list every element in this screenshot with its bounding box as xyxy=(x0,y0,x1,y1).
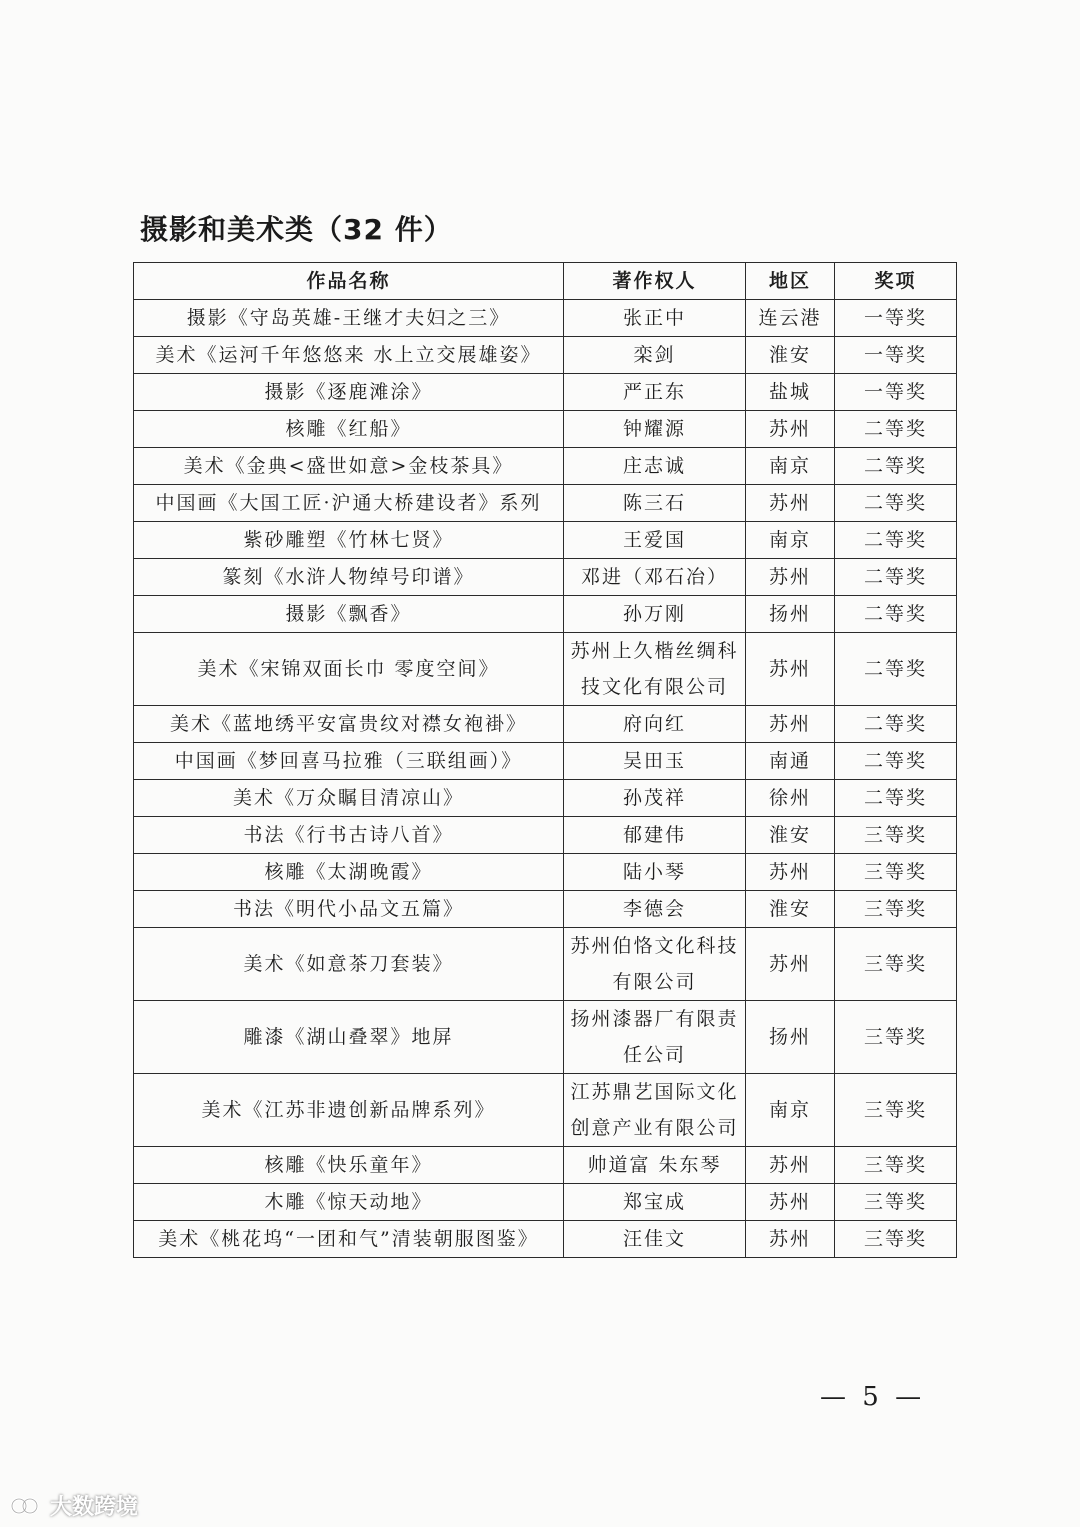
award-cell: 二等奖 xyxy=(835,743,957,780)
copyright-owner-cell: 苏州上久楷丝绸科技文化有限公司 xyxy=(564,633,746,706)
award-cell: 三等奖 xyxy=(835,891,957,928)
copyright-owner-cell: 严正东 xyxy=(564,374,746,411)
header-work-name: 作品名称 xyxy=(134,263,564,300)
award-cell: 三等奖 xyxy=(835,1147,957,1184)
region-cell: 苏州 xyxy=(746,411,835,448)
logo-chain-icon xyxy=(10,1495,44,1517)
work-name-cell: 美术《江苏非遗创新品牌系列》 xyxy=(134,1074,564,1147)
table-row xyxy=(134,448,957,485)
copyright-owner-cell: 郑宝成 xyxy=(564,1184,746,1221)
award-cell: 一等奖 xyxy=(835,337,957,374)
region-cell: 淮安 xyxy=(746,337,835,374)
copyright-owner-cell: 扬州漆器厂有限责任公司 xyxy=(564,1001,746,1074)
award-cell: 三等奖 xyxy=(835,817,957,854)
region-cell: 连云港 xyxy=(746,300,835,337)
award-cell: 二等奖 xyxy=(835,522,957,559)
table-row xyxy=(134,817,957,854)
table-row xyxy=(134,300,957,337)
copyright-owner-cell: 李德会 xyxy=(564,891,746,928)
region-cell: 苏州 xyxy=(746,559,835,596)
copyright-owner-cell: 张正中 xyxy=(564,300,746,337)
table-row xyxy=(134,1221,957,1258)
region-cell: 南京 xyxy=(746,1074,835,1147)
award-cell: 一等奖 xyxy=(835,300,957,337)
table-row xyxy=(134,411,957,448)
work-name-cell: 核雕《红船》 xyxy=(134,411,564,448)
award-cell: 二等奖 xyxy=(835,633,957,706)
work-name-cell: 紫砂雕塑《竹林七贤》 xyxy=(134,522,564,559)
table-row xyxy=(134,337,957,374)
work-name-cell: 摄影《逐鹿滩涂》 xyxy=(134,374,564,411)
table-body xyxy=(134,300,957,1258)
award-cell: 二等奖 xyxy=(835,559,957,596)
table-row xyxy=(134,891,957,928)
table-row xyxy=(134,706,957,743)
region-cell: 淮安 xyxy=(746,891,835,928)
watermark-text: 大数跨境 xyxy=(50,1495,139,1520)
copyright-owner-cell: 庄志诚 xyxy=(564,448,746,485)
region-cell: 苏州 xyxy=(746,1147,835,1184)
work-name-cell: 核雕《太湖晚霞》 xyxy=(134,854,564,891)
work-name-cell: 核雕《快乐童年》 xyxy=(134,1147,564,1184)
region-cell: 扬州 xyxy=(746,596,835,633)
award-cell: 三等奖 xyxy=(835,928,957,1001)
work-name-cell: 美术《运河千年悠悠来 水上立交展雄姿》 xyxy=(134,337,564,374)
copyright-owner-cell: 栾剑 xyxy=(564,337,746,374)
copyright-owner-cell: 孙万刚 xyxy=(564,596,746,633)
table-row xyxy=(134,596,957,633)
copyright-owner-cell: 郁建伟 xyxy=(564,817,746,854)
work-name-cell: 美术《桃花坞“一团和气”清装朝服图鉴》 xyxy=(134,1221,564,1258)
region-cell: 苏州 xyxy=(746,1221,835,1258)
copyright-owner-cell: 汪佳文 xyxy=(564,1221,746,1258)
region-cell: 苏州 xyxy=(746,485,835,522)
table-row xyxy=(134,1147,957,1184)
work-name-cell: 美术《宋锦双面长巾 零度空间》 xyxy=(134,633,564,706)
region-cell: 盐城 xyxy=(746,374,835,411)
table-row xyxy=(134,485,957,522)
award-cell: 三等奖 xyxy=(835,854,957,891)
region-cell: 苏州 xyxy=(746,706,835,743)
table-row xyxy=(134,928,957,1001)
copyright-owner-cell: 府向红 xyxy=(564,706,746,743)
awards-table xyxy=(133,262,957,1258)
copyright-owner-cell: 邓进（邓石冶） xyxy=(564,559,746,596)
table-row xyxy=(134,522,957,559)
award-cell: 三等奖 xyxy=(835,1074,957,1147)
award-cell: 二等奖 xyxy=(835,448,957,485)
header-region: 地区 xyxy=(746,263,835,300)
award-cell: 二等奖 xyxy=(835,706,957,743)
award-cell: 三等奖 xyxy=(835,1221,957,1258)
region-cell: 苏州 xyxy=(746,633,835,706)
award-cell: 三等奖 xyxy=(835,1184,957,1221)
region-cell: 徐州 xyxy=(746,780,835,817)
work-name-cell: 书法《明代小品文五篇》 xyxy=(134,891,564,928)
table-header-row xyxy=(134,263,957,300)
work-name-cell: 美术《如意茶刀套装》 xyxy=(134,928,564,1001)
work-name-cell: 美术《万众瞩目清凉山》 xyxy=(134,780,564,817)
work-name-cell: 篆刻《水浒人物绰号印谱》 xyxy=(134,559,564,596)
table-row xyxy=(134,1001,957,1074)
region-cell: 南京 xyxy=(746,448,835,485)
table-row xyxy=(134,780,957,817)
work-name-cell: 书法《行书古诗八首》 xyxy=(134,817,564,854)
copyright-owner-cell: 陈三石 xyxy=(564,485,746,522)
copyright-owner-cell: 吴田玉 xyxy=(564,743,746,780)
page-number: — 5 — xyxy=(820,1382,926,1412)
table-row xyxy=(134,559,957,596)
table-row xyxy=(134,743,957,780)
table-row xyxy=(134,1184,957,1221)
copyright-owner-cell: 王爱国 xyxy=(564,522,746,559)
work-name-cell: 美术《蓝地绣平安富贵纹对襟女袍褂》 xyxy=(134,706,564,743)
award-cell: 二等奖 xyxy=(835,411,957,448)
copyright-owner-cell: 苏州伯恪文化科技有限公司 xyxy=(564,928,746,1001)
work-name-cell: 摄影《飘香》 xyxy=(134,596,564,633)
award-cell: 二等奖 xyxy=(835,596,957,633)
work-name-cell: 木雕《惊天动地》 xyxy=(134,1184,564,1221)
award-cell: 二等奖 xyxy=(835,780,957,817)
region-cell: 南通 xyxy=(746,743,835,780)
table-row xyxy=(134,374,957,411)
work-name-cell: 美术《金典<盛世如意>金枝茶具》 xyxy=(134,448,564,485)
region-cell: 苏州 xyxy=(746,1184,835,1221)
work-name-cell: 雕漆《湖山叠翠》地屏 xyxy=(134,1001,564,1074)
region-cell: 淮安 xyxy=(746,817,835,854)
section-title: 摄影和美术类（32 件） xyxy=(140,213,453,246)
work-name-cell: 摄影《守岛英雄-王继才夫妇之三》 xyxy=(134,300,564,337)
work-name-cell: 中国画《大国工匠·沪通大桥建设者》系列 xyxy=(134,485,564,522)
copyright-owner-cell: 孙茂祥 xyxy=(564,780,746,817)
header-award: 奖项 xyxy=(835,263,957,300)
work-name-cell: 中国画《梦回喜马拉雅（三联组画）》 xyxy=(134,743,564,780)
watermark xyxy=(10,1490,138,1521)
region-cell: 苏州 xyxy=(746,854,835,891)
table-row xyxy=(134,633,957,706)
award-cell: 三等奖 xyxy=(835,1001,957,1074)
copyright-owner-cell: 江苏鼎艺国际文化创意产业有限公司 xyxy=(564,1074,746,1147)
award-cell: 二等奖 xyxy=(835,485,957,522)
header-copyright-owner: 著作权人 xyxy=(564,263,746,300)
copyright-owner-cell: 陆小琴 xyxy=(564,854,746,891)
copyright-owner-cell: 帅道富 朱东琴 xyxy=(564,1147,746,1184)
region-cell: 南京 xyxy=(746,522,835,559)
region-cell: 扬州 xyxy=(746,1001,835,1074)
award-cell: 一等奖 xyxy=(835,374,957,411)
table-row xyxy=(134,1074,957,1147)
region-cell: 苏州 xyxy=(746,928,835,1001)
table-row xyxy=(134,854,957,891)
copyright-owner-cell: 钟耀源 xyxy=(564,411,746,448)
